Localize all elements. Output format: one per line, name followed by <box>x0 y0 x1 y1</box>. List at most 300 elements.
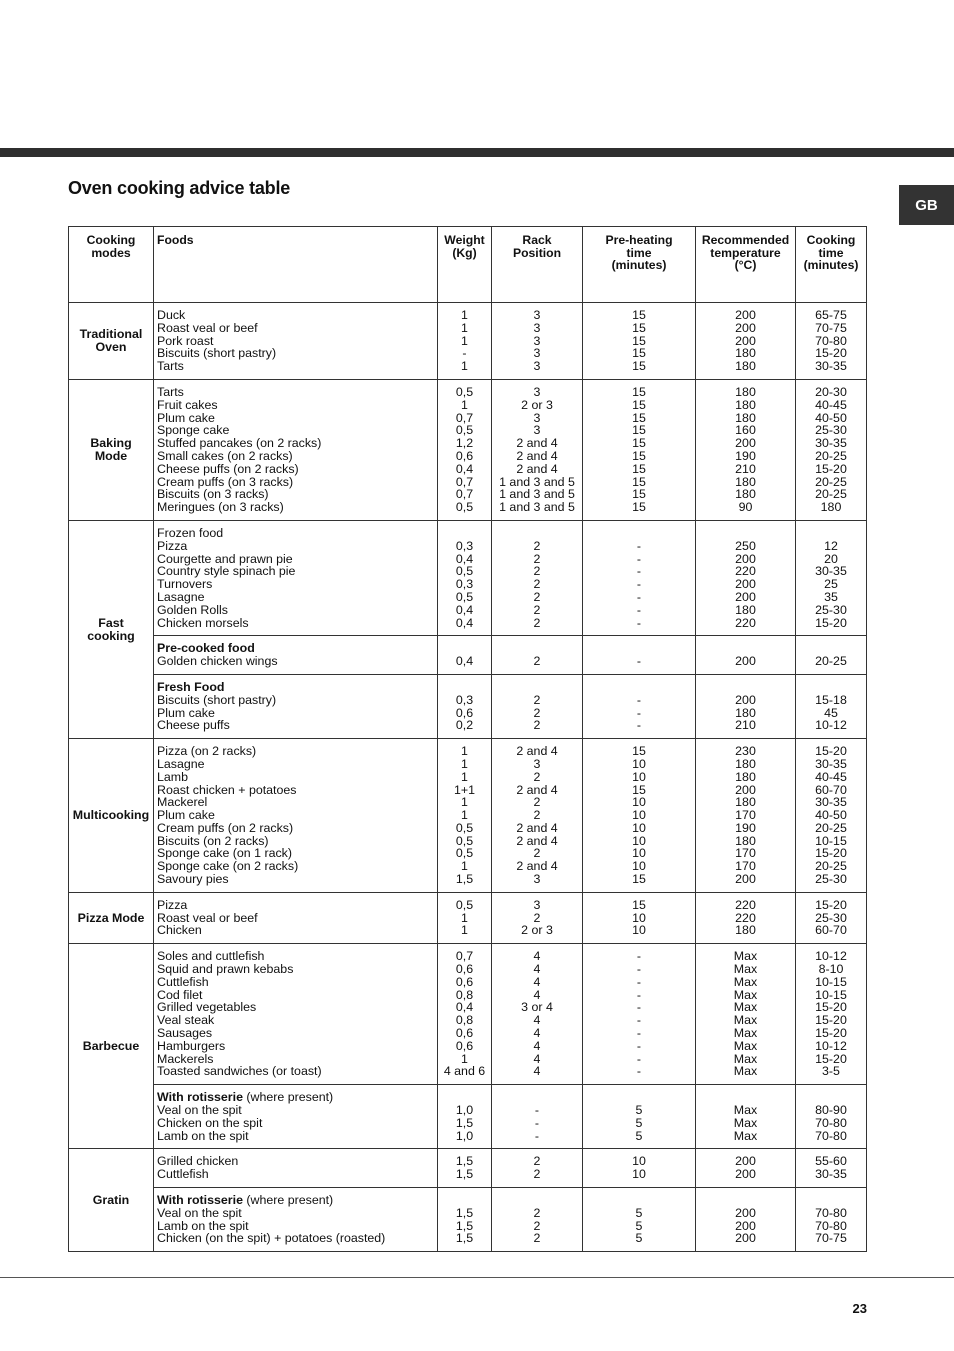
preheat-cell <box>583 1188 696 1252</box>
weight-cell <box>438 674 492 738</box>
cooking-mode-cell <box>69 892 154 943</box>
temp-value: Max <box>733 962 758 977</box>
temp-value: 170 <box>735 808 756 823</box>
time-value: 15-20 <box>815 1051 847 1066</box>
food-item: Chicken on the spit <box>157 1115 263 1130</box>
food-item: Cream puffs (on 3 racks) <box>157 474 294 489</box>
rack-value: 2 <box>533 769 541 784</box>
preheat-value: 15 <box>632 410 646 425</box>
preheat-value: - <box>636 1013 642 1028</box>
temp-value: 180 <box>735 384 756 399</box>
time-value: 10-15 <box>815 987 847 1002</box>
preheat-value: - <box>636 1064 642 1079</box>
weight-value: 0,5 <box>455 423 474 438</box>
preheat-cell <box>583 944 696 1085</box>
header-text: Pre-heating <box>605 233 673 247</box>
header-text: Foods <box>157 233 194 247</box>
time-value: 30-35 <box>815 756 847 771</box>
cooking-mode-label: Pizza Mode <box>77 910 145 925</box>
header-text: Cooking <box>86 233 136 247</box>
weight-value: 0,5 <box>455 564 474 579</box>
rack-cell <box>492 944 583 1085</box>
weight-value: 0,7 <box>455 410 474 425</box>
food-item: Grilled chicken <box>157 1154 239 1169</box>
food-group-header: With rotisserie (where present) <box>157 1090 334 1105</box>
preheat-value: 15 <box>632 897 646 912</box>
preheat-value: 15 <box>632 333 646 348</box>
food-item: Cream puffs (on 2 racks) <box>157 820 294 835</box>
rack-cell <box>492 520 583 635</box>
time-value: 20 <box>824 551 838 566</box>
temp-value: 210 <box>735 718 756 733</box>
rack-value: 2 and 4 <box>516 448 558 463</box>
preheat-value: 5 <box>635 1103 643 1118</box>
time-value: 65-75 <box>815 308 847 322</box>
col-header-foods <box>154 227 438 303</box>
temp-value: 180 <box>735 474 756 489</box>
rack-value: 3 <box>533 308 541 322</box>
rack-value: 3 <box>533 756 541 771</box>
rack-value: 2 <box>533 1218 541 1233</box>
weight-value: 1,5 <box>455 872 474 887</box>
rack-value: 2 <box>533 615 541 630</box>
rack-value: 4 <box>533 1064 541 1079</box>
header-text: (°C) <box>734 258 757 273</box>
rack-value: 4 <box>533 1013 541 1028</box>
foods-cell <box>154 1188 438 1252</box>
time-value: 10-12 <box>815 1038 847 1053</box>
time-value: 30-35 <box>815 795 847 810</box>
preheat-value: 15 <box>632 384 646 399</box>
time-value: 15-20 <box>815 615 847 630</box>
cooking-mode-label: Traditional <box>79 327 143 342</box>
food-group-note: (where present) <box>242 1090 334 1105</box>
temp-value: 230 <box>735 744 756 759</box>
rack-cell <box>492 379 583 520</box>
foods-cell <box>154 379 438 520</box>
time-value: 20-25 <box>815 474 847 489</box>
preheat-value: 5 <box>635 1231 643 1246</box>
rack-value: 2 and 4 <box>516 782 558 797</box>
weight-value: 0,5 <box>455 500 474 515</box>
rack-value: 2 or 3 <box>521 397 553 412</box>
foods-cell <box>154 1085 438 1149</box>
preheat-value: - <box>636 564 642 579</box>
temp-value: 200 <box>735 1231 756 1246</box>
rack-value: 4 <box>533 1038 541 1053</box>
rack-value: 3 or 4 <box>521 1000 553 1015</box>
table-row <box>69 303 867 380</box>
rack-value: 2 <box>533 705 541 720</box>
food-item: Cuttlefish <box>157 974 209 989</box>
preheat-value: - <box>636 1038 642 1053</box>
time-value: 20-30 <box>815 384 847 399</box>
temp-cell <box>696 1188 796 1252</box>
food-item: Soles and cuttlefish <box>157 949 265 964</box>
weight-value: 0,4 <box>455 461 474 476</box>
time-value: 25-30 <box>815 423 847 438</box>
weight-value: 1,5 <box>455 1115 474 1130</box>
weight-value: 0,3 <box>455 577 474 592</box>
rack-value: 3 <box>533 872 541 887</box>
food-item: Pizza <box>157 538 188 553</box>
food-item: Plum cake <box>157 808 215 823</box>
time-cell <box>796 944 867 1085</box>
table-row <box>69 1188 867 1252</box>
time-value: 40-50 <box>815 808 847 823</box>
temp-value: 220 <box>735 615 756 630</box>
temp-value: 180 <box>735 346 756 361</box>
weight-value: 1 <box>461 333 468 348</box>
preheat-cell <box>583 1149 696 1188</box>
weight-value: 1,5 <box>455 1231 474 1246</box>
temp-value: 90 <box>738 500 753 515</box>
weight-cell <box>438 520 492 635</box>
temp-value: 200 <box>735 1154 756 1169</box>
weight-value: 0,6 <box>455 448 474 463</box>
preheat-value: 10 <box>632 1167 646 1182</box>
temp-value: 180 <box>735 756 756 771</box>
temp-value: 200 <box>735 308 756 322</box>
rack-value: 2 and 4 <box>516 820 558 835</box>
temp-value: Max <box>733 949 758 964</box>
cooking-mode-label: Barbecue <box>82 1038 140 1053</box>
temp-value: 180 <box>735 923 756 938</box>
weight-value: 1 <box>461 795 468 810</box>
rack-value: 2 <box>533 589 541 604</box>
preheat-value: 5 <box>635 1115 643 1130</box>
food-item: Veal on the spit <box>157 1205 242 1220</box>
foods-cell <box>154 520 438 635</box>
food-item: Lasagne <box>157 756 205 771</box>
temp-value: 160 <box>735 423 756 438</box>
header-text: temperature <box>710 245 781 260</box>
temp-value: 180 <box>735 795 756 810</box>
food-item: Grilled vegetables <box>157 1000 257 1015</box>
header-text: Weight <box>444 233 485 247</box>
preheat-value: 10 <box>632 1154 646 1169</box>
weight-value: 1 <box>461 808 468 823</box>
weight-value: 1 <box>461 320 468 335</box>
weight-value: 1 <box>461 359 468 374</box>
bottom-rule <box>0 1277 954 1278</box>
food-item: Cheese puffs <box>157 718 230 733</box>
food-item: Lasagne <box>157 589 205 604</box>
preheat-value: 15 <box>632 320 646 335</box>
time-value: 30-35 <box>815 436 847 451</box>
preheat-value: - <box>636 962 642 977</box>
time-cell <box>796 520 867 635</box>
preheat-cell <box>583 379 696 520</box>
col-header-time <box>796 227 867 303</box>
weight-value: 0,5 <box>455 589 474 604</box>
food-item: Biscuits (on 2 racks) <box>157 833 269 848</box>
temp-value: 180 <box>735 705 756 720</box>
weight-value: 0,5 <box>455 820 474 835</box>
time-value: 10-15 <box>815 833 847 848</box>
rack-value: 2 <box>533 808 541 823</box>
temp-value: 200 <box>735 654 756 669</box>
weight-value: 1 <box>461 923 468 938</box>
time-value: 70-75 <box>815 320 847 335</box>
temp-value: 170 <box>735 846 756 861</box>
food-item: Roast veal or beef <box>157 320 258 335</box>
time-value: 40-45 <box>815 397 847 412</box>
table-row <box>69 892 867 943</box>
time-value: 70-80 <box>815 1218 847 1233</box>
preheat-value: 15 <box>632 782 646 797</box>
rack-value: 3 <box>533 897 541 912</box>
cooking-mode-label: Baking <box>90 436 132 451</box>
food-item: Chicken <box>157 923 202 938</box>
food-item: Cod filet <box>157 987 203 1002</box>
preheat-value: - <box>636 577 642 592</box>
preheat-value: 15 <box>632 436 646 451</box>
temp-cell <box>696 520 796 635</box>
temp-value: 220 <box>735 910 756 925</box>
rack-value: 3 <box>533 359 541 374</box>
rack-cell <box>492 892 583 943</box>
time-value: 15-20 <box>815 461 847 476</box>
preheat-value: 5 <box>635 1128 643 1143</box>
header-text: time <box>818 245 844 260</box>
preheat-value: 15 <box>632 423 646 438</box>
food-item: Cheese puffs (on 2 racks) <box>157 461 299 476</box>
weight-value: 0,6 <box>455 1038 474 1053</box>
preheat-value: 15 <box>632 448 646 463</box>
time-value: 30-35 <box>815 359 847 374</box>
weight-value: - <box>462 346 467 361</box>
header-text: (Kg) <box>452 245 477 260</box>
time-value: 40-45 <box>815 769 847 784</box>
rack-cell <box>492 674 583 738</box>
preheat-cell <box>583 303 696 380</box>
temp-value: 180 <box>735 602 756 617</box>
weight-value: 1,0 <box>455 1128 474 1143</box>
temp-value: 190 <box>735 448 756 463</box>
temp-cell <box>696 303 796 380</box>
time-value: 15-20 <box>815 1013 847 1028</box>
weight-cell <box>438 1085 492 1149</box>
rack-value: - <box>534 1103 540 1118</box>
time-cell <box>796 674 867 738</box>
preheat-value: - <box>636 1026 642 1041</box>
time-value: 25-30 <box>815 602 847 617</box>
time-value: 15-20 <box>815 1026 847 1041</box>
food-item: Sponge cake (on 1 rack) <box>157 846 292 861</box>
table-row <box>69 944 867 1085</box>
temp-value: Max <box>733 1103 758 1118</box>
food-group-header: Frozen food <box>157 525 224 540</box>
time-value: 20-25 <box>815 859 847 874</box>
rack-value: 4 <box>533 949 541 964</box>
time-cell <box>796 1149 867 1188</box>
foods-cell <box>154 674 438 738</box>
weight-value: 0,4 <box>455 1000 474 1015</box>
time-value: 60-70 <box>815 782 847 797</box>
food-item: Biscuits (short pastry) <box>157 692 277 707</box>
time-value: 60-70 <box>815 923 847 938</box>
time-value: 25-30 <box>815 910 847 925</box>
rack-value: 4 <box>533 1051 541 1066</box>
temp-value: 180 <box>735 487 756 502</box>
rack-value: 2 <box>533 654 541 669</box>
food-item: Mackerels <box>157 1051 214 1066</box>
rack-value: 2 <box>533 692 541 707</box>
rack-value: 3 <box>533 410 541 425</box>
time-cell <box>796 892 867 943</box>
rack-value: 1 and 3 and 5 <box>499 487 575 502</box>
temp-value: 200 <box>735 551 756 566</box>
cooking-mode-label: Fast <box>98 615 124 630</box>
time-value: 3-5 <box>822 1064 840 1079</box>
temp-value: 170 <box>735 859 756 874</box>
food-item: Fruit cakes <box>157 397 218 412</box>
temp-value: 200 <box>735 782 756 797</box>
time-value: 55-60 <box>815 1154 847 1169</box>
preheat-value: 10 <box>632 769 646 784</box>
weight-value: 1,5 <box>455 1205 474 1220</box>
time-value: 70-80 <box>815 1205 847 1220</box>
preheat-value: - <box>636 987 642 1002</box>
preheat-value: 15 <box>632 397 646 412</box>
weight-value: 0,5 <box>455 846 474 861</box>
table-row <box>69 379 867 520</box>
preheat-value: - <box>636 615 642 630</box>
preheat-value: 15 <box>632 461 646 476</box>
table-row <box>69 636 867 675</box>
time-value: 45 <box>824 705 838 720</box>
temp-value: 180 <box>735 359 756 374</box>
rack-value: 2 and 4 <box>516 859 558 874</box>
food-item: Sponge cake (on 2 racks) <box>157 859 299 874</box>
temp-value: 180 <box>735 397 756 412</box>
time-value: 15-20 <box>815 744 847 759</box>
food-item: Pork roast <box>157 333 214 348</box>
weight-cell <box>438 1149 492 1188</box>
food-item: Biscuits (on 3 racks) <box>157 487 269 502</box>
time-value: 70-80 <box>815 1128 847 1143</box>
time-value: 25 <box>824 577 838 592</box>
time-cell <box>796 303 867 380</box>
temp-cell <box>696 636 796 675</box>
cooking-mode-cell <box>69 520 154 738</box>
preheat-value: 15 <box>632 474 646 489</box>
temp-value: 200 <box>735 692 756 707</box>
preheat-value: 5 <box>635 1218 643 1233</box>
rack-cell <box>492 1085 583 1149</box>
preheat-value: 10 <box>632 820 646 835</box>
temp-value: 180 <box>735 833 756 848</box>
preheat-value: 10 <box>632 923 646 938</box>
preheat-value: 15 <box>632 500 646 515</box>
col-header-weight <box>438 227 492 303</box>
time-value: 10-15 <box>815 974 847 989</box>
preheat-value: 15 <box>632 872 646 887</box>
preheat-cell <box>583 892 696 943</box>
food-item: Mackerel <box>157 795 208 810</box>
weight-cell <box>438 892 492 943</box>
temp-cell <box>696 739 796 893</box>
rack-value: 3 <box>533 384 541 399</box>
time-cell <box>796 379 867 520</box>
rack-value: 2 <box>533 602 541 617</box>
rack-value: 2 <box>533 538 541 553</box>
preheat-value: - <box>636 949 642 964</box>
weight-value: 0,6 <box>455 962 474 977</box>
preheat-value: - <box>636 718 642 733</box>
table-row <box>69 1149 867 1188</box>
header-text: Rack <box>522 233 552 247</box>
food-item: Savoury pies <box>157 872 229 887</box>
temp-value: 200 <box>735 320 756 335</box>
preheat-value: 15 <box>632 487 646 502</box>
header-text: modes <box>91 245 131 260</box>
preheat-value: 15 <box>632 346 646 361</box>
cooking-mode-cell <box>69 379 154 520</box>
preheat-value: 15 <box>632 308 646 322</box>
rack-value: 2 <box>533 795 541 810</box>
rack-value: 2 <box>533 577 541 592</box>
time-value: 70-80 <box>815 1115 847 1130</box>
temp-value: 200 <box>735 577 756 592</box>
time-value: 180 <box>820 500 842 515</box>
food-item: Lamb on the spit <box>157 1218 249 1233</box>
rack-value: 2 <box>533 910 541 925</box>
foods-cell <box>154 944 438 1085</box>
rack-value: 2 and 4 <box>516 744 558 759</box>
food-group-header: Fresh Food <box>157 679 225 694</box>
food-item: Meringues (on 3 racks) <box>157 500 284 515</box>
rack-cell <box>492 1188 583 1252</box>
weight-value: 0,7 <box>455 487 474 502</box>
weight-value: 0,5 <box>455 384 474 399</box>
weight-value: 1+1 <box>453 782 476 797</box>
rack-value: 3 <box>533 346 541 361</box>
header-text: (minutes) <box>803 258 859 273</box>
time-value: 25-30 <box>815 872 847 887</box>
cooking-mode-cell <box>69 1149 154 1252</box>
rack-value: 4 <box>533 1026 541 1041</box>
weight-value: 1 <box>461 397 468 412</box>
preheat-value: - <box>636 538 642 553</box>
weight-value: 0,6 <box>455 1026 474 1041</box>
preheat-value: - <box>636 589 642 604</box>
header-text: (minutes) <box>611 258 667 273</box>
page-number: 23 <box>852 1301 867 1316</box>
weight-value: 0,6 <box>455 974 474 989</box>
rack-value: 2 or 3 <box>521 923 553 938</box>
weight-value: 4 and 6 <box>443 1064 486 1079</box>
food-group-note: (where present) <box>242 1193 334 1208</box>
table-row <box>69 674 867 738</box>
weight-cell <box>438 1188 492 1252</box>
temp-value: 220 <box>735 564 756 579</box>
language-tab: GB <box>899 185 954 225</box>
rack-value: 4 <box>533 962 541 977</box>
cooking-mode-cell <box>69 739 154 893</box>
rack-cell <box>492 303 583 380</box>
preheat-cell <box>583 674 696 738</box>
weight-value: 0,8 <box>455 987 474 1002</box>
table-row <box>69 1085 867 1149</box>
food-item: Chicken (on the spit) + potatoes (roasted) <box>157 1231 386 1246</box>
temp-value: Max <box>733 1128 758 1143</box>
temp-value: Max <box>733 1051 758 1066</box>
preheat-value: 15 <box>632 359 646 374</box>
weight-value: 0,6 <box>455 705 474 720</box>
weight-value: 1,5 <box>455 1218 474 1233</box>
